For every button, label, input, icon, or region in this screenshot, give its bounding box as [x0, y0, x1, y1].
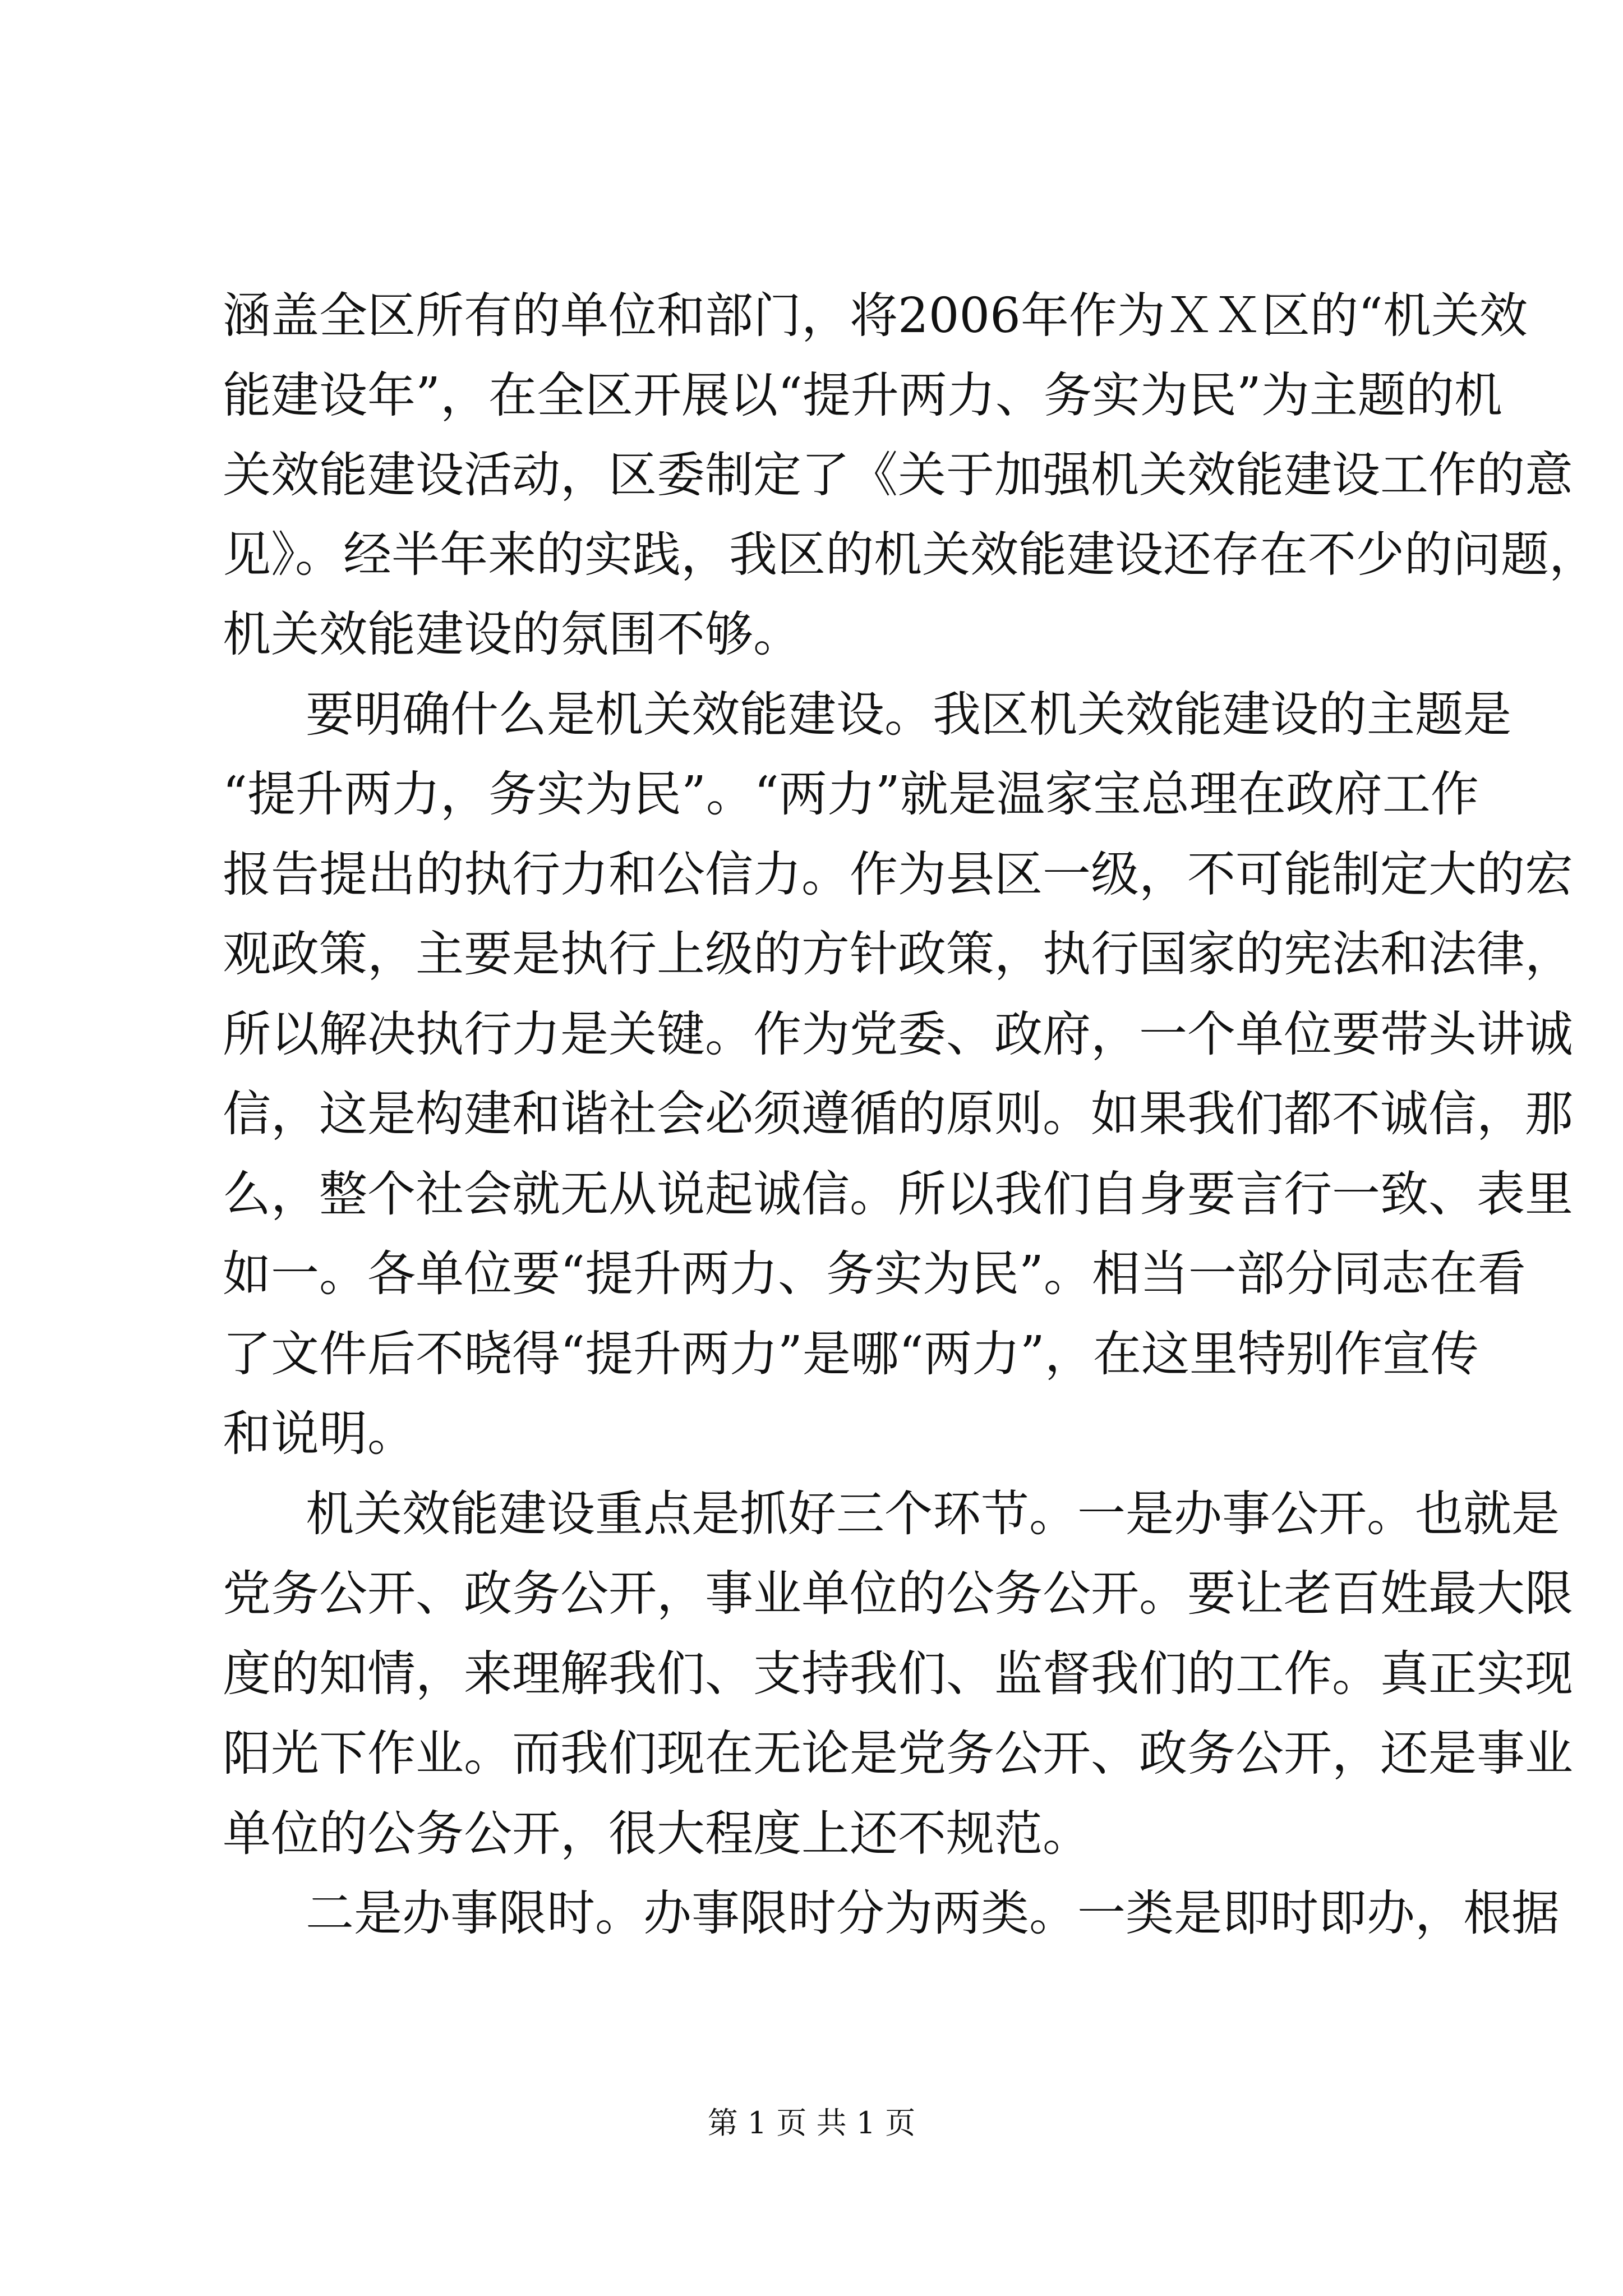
text-line: 度的知情，来理解我们、支持我们、监督我们的工作。真正实现	[223, 1646, 1573, 1702]
text-line: 机关效能建设的氛围不够。	[223, 606, 801, 662]
text-line: 么，整个社会就无从说起诚信。所以我们自身要言行一致、表里	[223, 1166, 1573, 1222]
text-line: 报告提出的执行力和公信力。作为县区一级，不可能制定大的宏	[223, 846, 1573, 903]
text-line: 要明确什么是机关效能建设。我区机关效能建设的主题是	[306, 687, 1511, 743]
text-line: 了文件后不晓得“提升两力”是哪“两力”，在这里特别作宣传	[223, 1326, 1479, 1382]
text-line: 党务公开、政务公开，事业单位的公务公开。要让老百姓最大限	[223, 1566, 1573, 1622]
text-line: 所以解决执行力是关键。作为党委、政府，一个单位要带头讲诚	[223, 1006, 1573, 1062]
page-number-footer: 第 1 页 共 1 页	[707, 2105, 916, 2141]
text-line: 观政策，主要是执行上级的方针政策，执行国家的宪法和法律，	[223, 926, 1573, 982]
text-line: 机关效能建设重点是抓好三个环节。一是办事公开。也就是	[306, 1486, 1560, 1542]
text-line: 信，这是构建和谐社会必须遵循的原则。如果我们都不诚信，那	[223, 1086, 1573, 1142]
text-line: “提升两力，务实为民”。“两力”就是温家宝总理在政府工作	[223, 766, 1479, 822]
text-line: 见》。经半年来的实践，我区的机关效能建设还存在不少的问题，	[223, 527, 1597, 583]
text-line: 如一。各单位要“提升两力、务实为民”。相当一部分同志在看	[223, 1246, 1526, 1302]
text-line: 关效能建设活动，区委制定了《关于加强机关效能建设工作的意	[223, 447, 1573, 503]
text-line: 单位的公务公开，很大程度上还不规范。	[223, 1806, 1091, 1862]
text-line: 涵盖全区所有的单位和部门，将2006年作为ＸＸ区的“机关效	[223, 288, 1528, 344]
text-line: 能建设年”，在全区开展以“提升两力、务实为民”为主题的机	[223, 367, 1502, 424]
text-line: 二是办事限时。办事限时分为两类。一类是即时即办，根据	[306, 1885, 1560, 1941]
text-line: 和说明。	[223, 1406, 416, 1462]
text-line: 阳光下作业。而我们现在无论是党务公开、政务公开，还是事业	[223, 1726, 1573, 1782]
